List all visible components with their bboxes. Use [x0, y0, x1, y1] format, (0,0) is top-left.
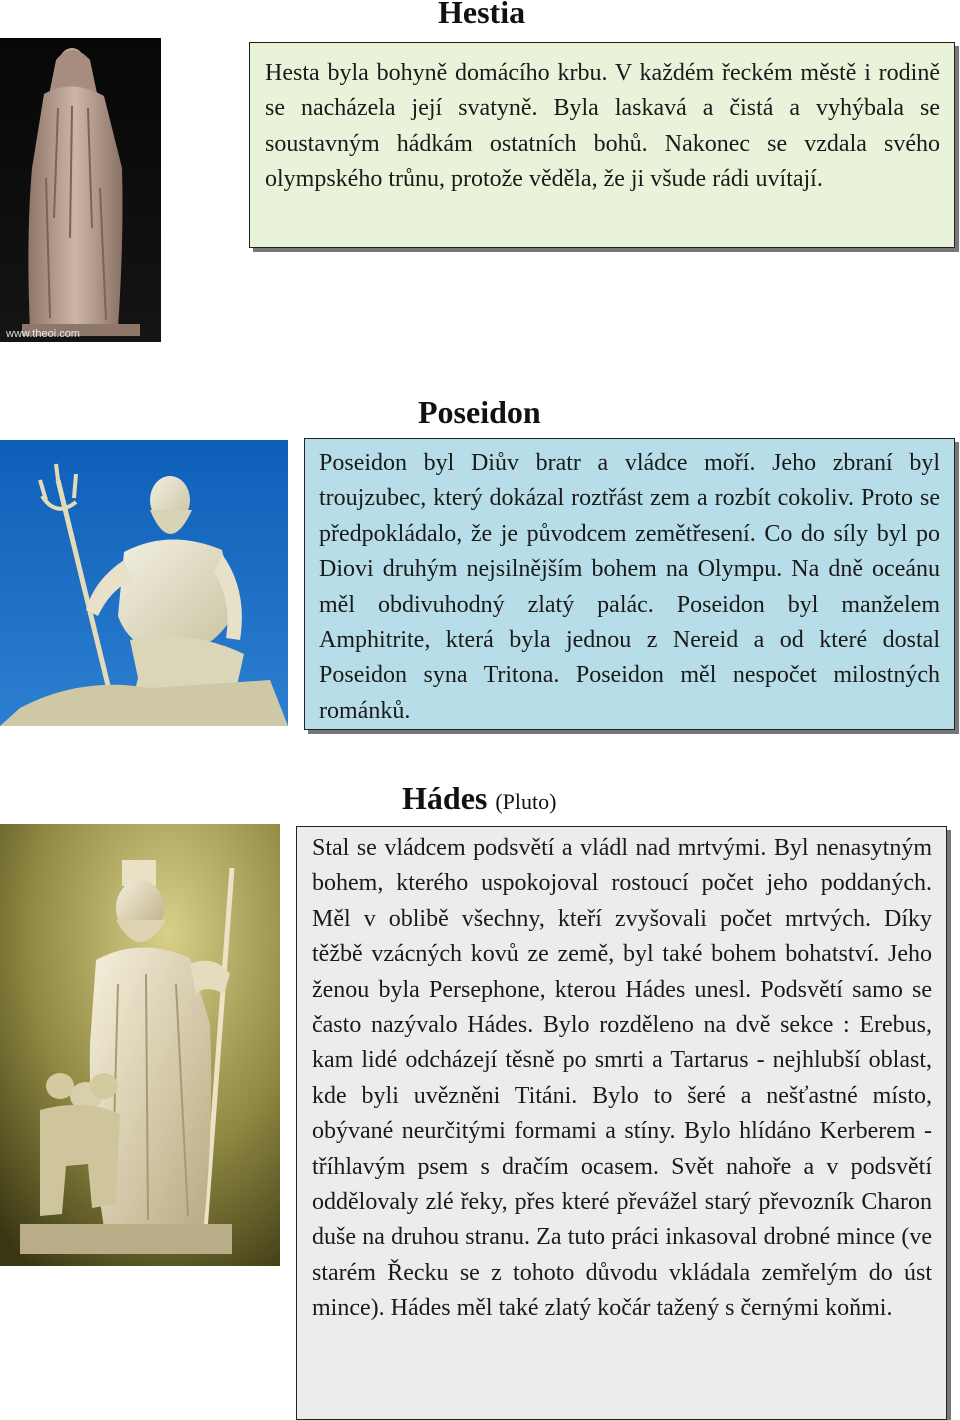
- section-title-text: Hestia: [438, 0, 526, 30]
- section-title-text: Poseidon: [418, 394, 541, 430]
- image-watermark: www.theoi.com: [6, 328, 80, 340]
- text-box-hades: [296, 826, 947, 1420]
- section-text: Hesta byla bohyně domácího krbu. V každém řeckém městě i rodině se nacházela její svatyně. Byla laskavá a čistá a vyhýbala se soustavným hádkám ostatních bohů. Nakonec se vzdala svého olympského trůnu, protože věděla, že ji všude rádi uvítají.: [265, 60, 940, 193]
- section-subtitle: (Pluto): [495, 789, 557, 814]
- poseidon-statue-image: [0, 440, 288, 726]
- hades-statue-image: [0, 824, 280, 1266]
- section-title-text: Hádes: [402, 780, 488, 816]
- text-box-poseidon: [304, 438, 955, 730]
- section-title-hestia: [438, 0, 525, 31]
- hestia-statue-image: [0, 38, 161, 342]
- section-text: Poseidon byl Diův bratr a vládce moří. Jeho zbraní byl troujzubec, který dokázal roztřást zem a rozbít cokoliv. Proto se předpokládalo, že je původcem zemětřesení. Co do síly byl po Diovi druhým nejsilnějším bohem na Olympu. Na dně oceánu měl obdivuhodný zlatý palác. Poseidon byl manželem Amphitrite, která byla jednou z Nereid a od které dostal Poseidon syna Tritona. Poseidon měl nespočet milostných románků.: [319, 450, 940, 724]
- section-text: Stal se vládcem podsvětí a vládl nad mrtvými. Byl nenasytným bohem, kterého uspokojoval rostoucí počet jeho poddaných. Měl v oblibě všechny, kteří zvyšovali počet mrtvých. Díky těžbě vzácných kovů ze země, byl také bohem bohatství. Jeho ženou byla Persephone, kterou Hádes unesl. Podsvětí samo se často nazývalo Hádes. Bylo rozděleno na dvě sekce : Erebus, kam lidé odcházejí těsně po smrti a Tartarus - nejhlubší oblast, kde byli uvězněni Titáni. Bylo to šeré a nešťastné místo, obývané neurčitými formami a stíny. Bylo hlídáno Kerberem - tříhlavým psem s dračím ocasem. Svět nahoře a v podsvětí oddělovaly zlé řeky, přes které převážel starý převozník Charon duše na druhou stranu. Za tuto práci inkasoval drobné mince (ve starém Řecku se z tohoto důvodu vkládala zemřelým do úst mince). Hádes měl také zlatý kočár tažený s černými koňmi.: [312, 835, 932, 1322]
- section-title-hades: [402, 780, 556, 817]
- section-title-poseidon: [418, 394, 541, 431]
- text-box-hestia: [249, 42, 955, 248]
